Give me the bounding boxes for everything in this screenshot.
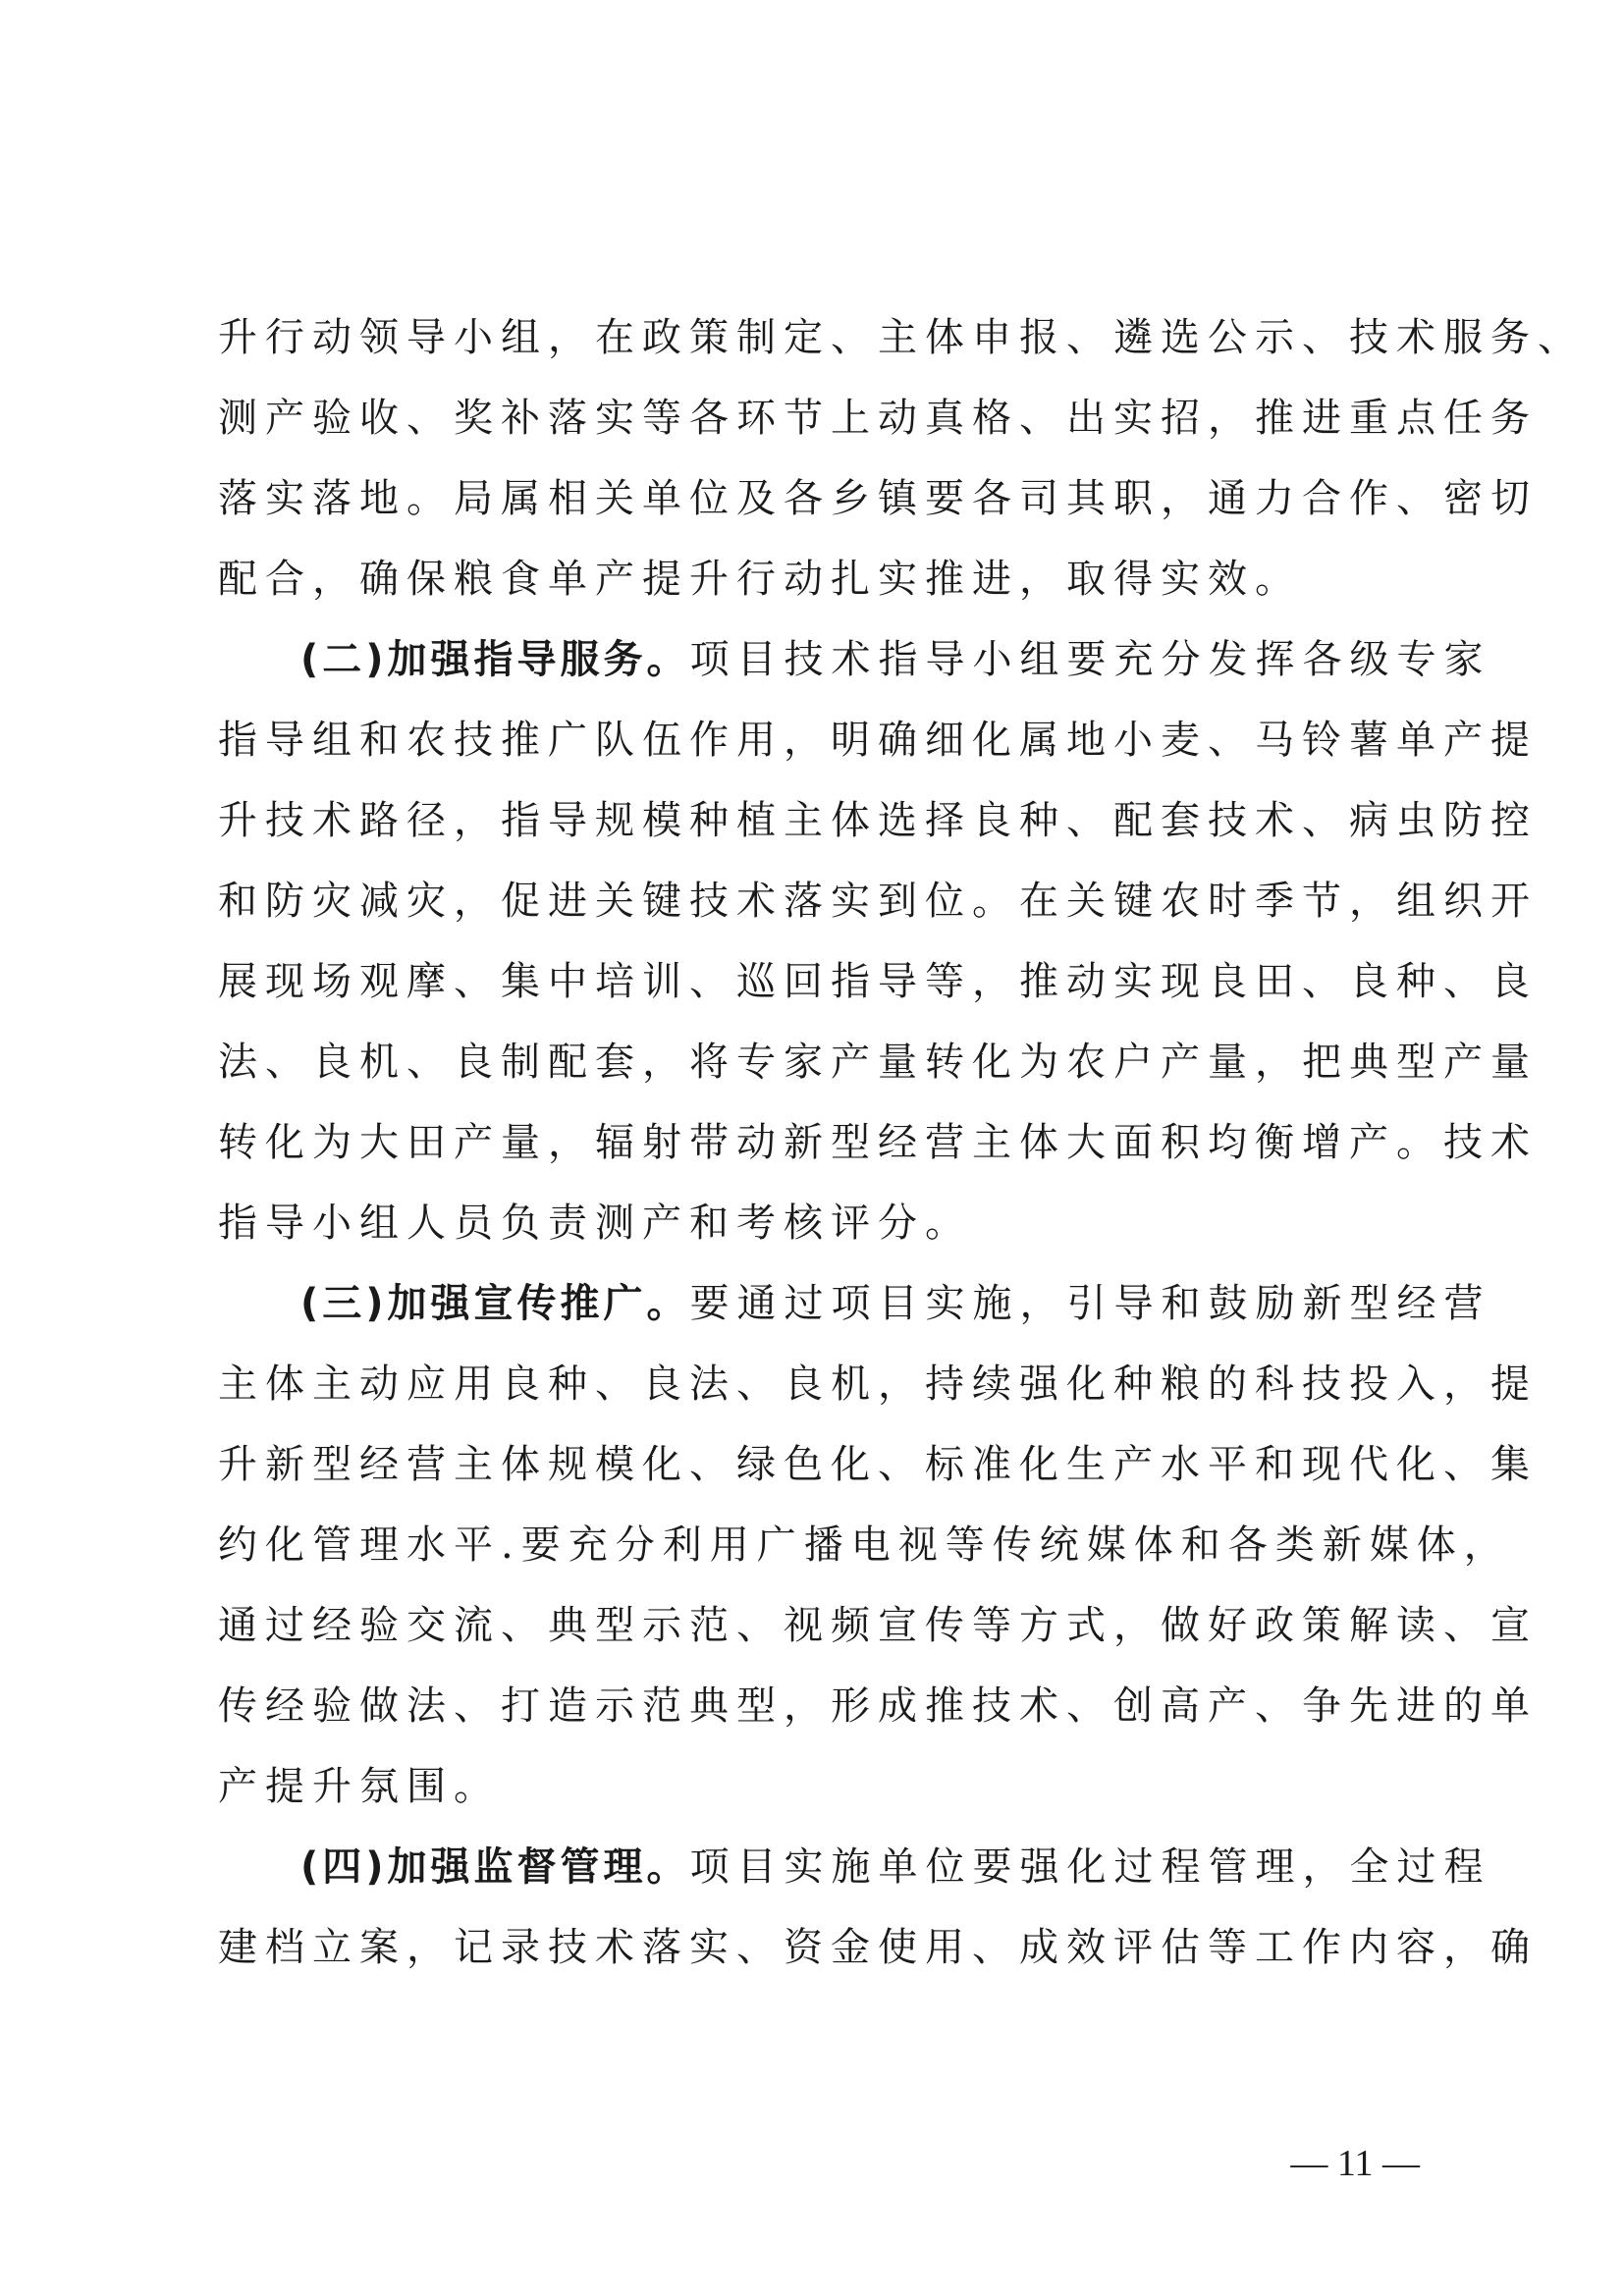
section-heading: (二)加强指导服务。	[300, 637, 690, 682]
paragraph-line-text: 项目实施单位要强化过程管理，全过程	[689, 1844, 1491, 1890]
page-number: — 11 —	[1290, 2143, 1420, 2184]
paragraph-line: 建档立案，记录技术落实、资金使用、成效评估等工作内容，确	[218, 1925, 1538, 1970]
paragraph-line: 展现场观摩、集中培训、巡回指导等，推动实现良田、良种、良	[218, 959, 1538, 1004]
document-body	[218, 297, 1585, 1988]
paragraph-line: 主体主动应用良种、良法、良机，持续强化种粮的科技投入，提	[218, 1362, 1538, 1407]
paragraph-first-line	[218, 1263, 1491, 1344]
paragraph-line: 配合，确保粮食单产提升行动扎实推进，取得实效。	[218, 557, 1302, 602]
paragraph-line-text: 项目技术指导小组要充分发挥各级专家	[689, 637, 1491, 682]
paragraph-line: 产提升氛围。	[218, 1764, 501, 1809]
paragraph-line: 指导小组人员负责测产和考核评分。	[218, 1201, 972, 1246]
paragraph-line: 升行动领导小组，在政策制定、主体申报、遴选公示、技术服务、	[218, 315, 1585, 360]
paragraph-line: 传经验做法、打造示范典型，形成推技术、创高产、争先进的单	[218, 1683, 1538, 1729]
paragraph-line: 法、良机、良制配套，将专家产量转化为农户产量，把典型产量	[218, 1040, 1538, 1085]
paragraph-line: 落实落地。局属相关单位及各乡镇要各司其职，通力合作、密切	[218, 476, 1538, 521]
section-heading: (四)加强监督管理。	[300, 1844, 690, 1890]
paragraph-line: 测产验收、奖补落实等各环节上动真格、出实招，推进重点任务	[218, 396, 1538, 441]
paragraph-line: 转化为大田产量，辐射带动新型经营主体大面积均衡增产。技术	[218, 1120, 1538, 1165]
paragraph-line: 和防灾减灾，促进关键技术落实到位。在关键农时季节，组织开	[218, 879, 1538, 924]
paragraph-line: 约化管理水平.要充分利用广播电视等传统媒体和各类新媒体，	[218, 1522, 1511, 1568]
section-heading: (三)加强宣传推广。	[300, 1281, 690, 1326]
paragraph-line-text: 要通过项目实施，引导和鼓励新型经营	[689, 1281, 1491, 1326]
paragraph-first-line	[218, 619, 1491, 700]
paragraph-first-line	[218, 1827, 1491, 1907]
paragraph-line: 升技术路径，指导规模种植主体选择良种、配套技术、病虫防控	[218, 798, 1538, 843]
paragraph-line: 升新型经营主体规模化、绿色化、标准化生产水平和现代化、集	[218, 1442, 1538, 1487]
paragraph-line: 指导组和农技推广队伍作用，明确细化属地小麦、马铃薯单产提	[218, 718, 1538, 763]
paragraph-line: 通过经验交流、典型示范、视频宣传等方式，做好政策解读、宣	[218, 1603, 1538, 1648]
